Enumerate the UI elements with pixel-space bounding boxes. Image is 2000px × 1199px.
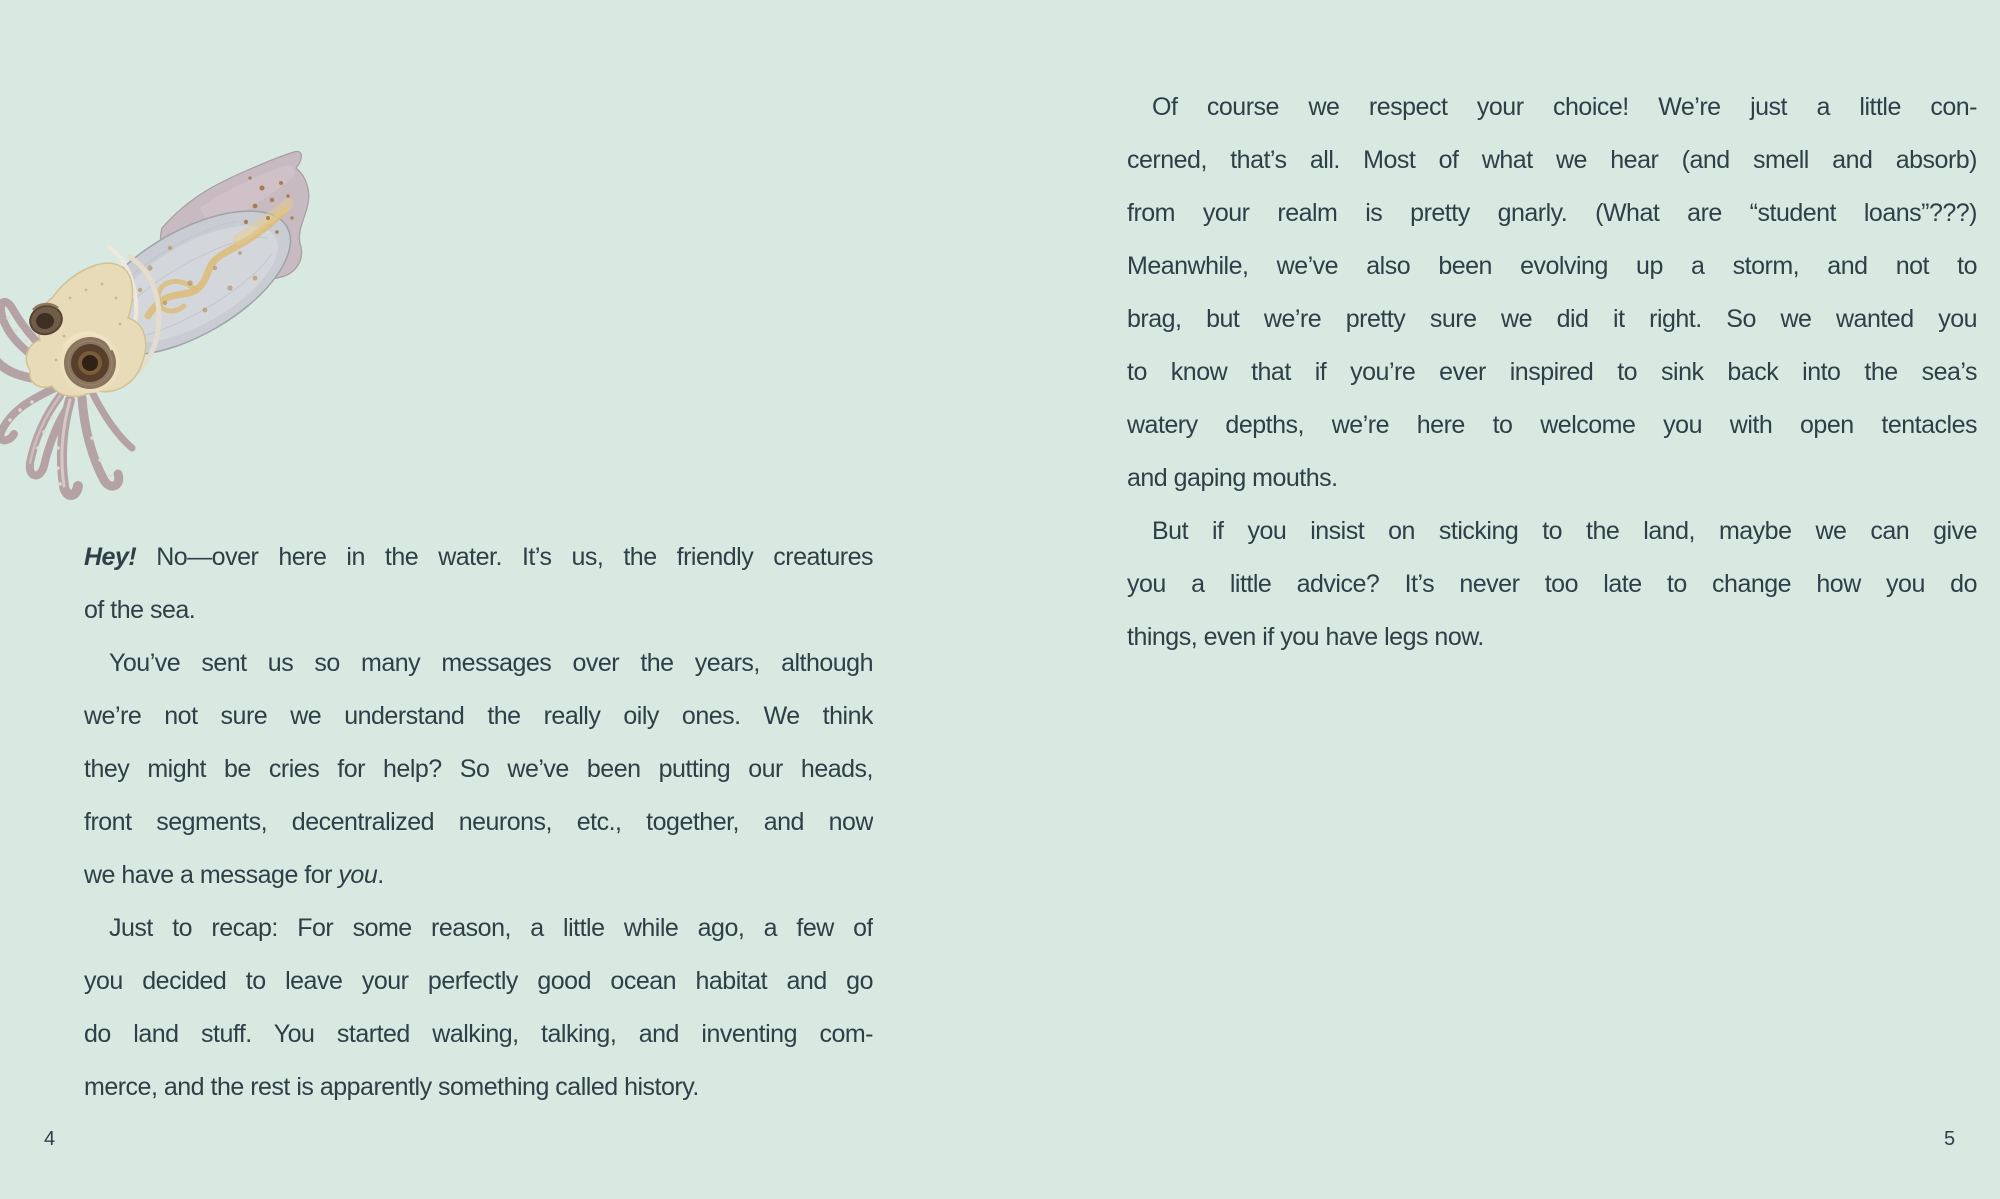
squid-large-eye: [60, 333, 120, 393]
text-line: [84, 1008, 873, 1061]
text-segment: Meanwhile, we’ve also been evolving up a storm, and not to: [1127, 252, 1977, 280]
text-line: [84, 743, 873, 796]
text-segment: Just to recap: For some reason, a little while ago, a few of: [109, 914, 873, 942]
right-page-text: [1127, 81, 1977, 664]
text-segment: from your realm is pretty gnarly. (What are “student loans”???): [1127, 199, 1977, 227]
text-line: [1127, 240, 1977, 293]
text-segment: But if you insist on sticking to the land, maybe we can give: [1152, 517, 1977, 545]
text-line: [84, 796, 873, 849]
text-segment: we have a message for: [84, 861, 339, 889]
text-line: [1127, 187, 1977, 240]
text-line: [1127, 399, 1977, 452]
text-segment: Hey!: [84, 543, 137, 571]
text-segment: You’ve sent us so many messages over the years, although: [109, 649, 873, 677]
text-line: [84, 531, 873, 584]
text-line: [84, 955, 873, 1008]
text-line: [84, 637, 873, 690]
text-segment: cerned, that’s all. Most of what we hear (and smell and absorb): [1127, 146, 1977, 174]
text-line: [1127, 293, 1977, 346]
text-line: [1127, 558, 1977, 611]
text-segment: of the sea.: [84, 596, 196, 624]
text-line: [84, 902, 873, 955]
text-line: [84, 1061, 873, 1114]
page-number-right: 5: [1944, 1128, 1956, 1150]
text-line: [1127, 134, 1977, 187]
text-segment: you: [338, 861, 378, 889]
text-line: [1127, 81, 1977, 134]
text-segment: .: [377, 861, 384, 889]
text-line: [84, 690, 873, 743]
text-segment: you decided to leave your perfectly good ocean habitat and go: [84, 967, 873, 995]
text-line: [1127, 505, 1977, 558]
text-segment: we’re not sure we understand the really oily ones. We think: [84, 702, 873, 730]
text-segment: watery depths, we’re here to welcome you with open tentacles: [1127, 411, 1977, 439]
text-segment: do land stuff. You started walking, talking, and inventing com-: [84, 1020, 873, 1048]
text-segment: brag, but we’re pretty sure we did it right. So we wanted you: [1127, 305, 1977, 333]
text-line: [1127, 611, 1977, 664]
text-line: [1127, 452, 1977, 505]
text-segment: things, even if you have legs now.: [1127, 623, 1484, 651]
text-line: [1127, 346, 1977, 399]
text-line: [84, 849, 873, 902]
text-segment: you a little advice? It’s never too late to change how you do: [1127, 570, 1977, 598]
page-number-left: 4: [44, 1128, 56, 1150]
text-segment: Of course we respect your choice! We’re just a little con-: [1152, 93, 1977, 121]
text-segment: merce, and the rest is apparently something called history.: [84, 1073, 699, 1101]
text-segment: front segments, decentralized neurons, etc., together, and now: [84, 808, 873, 836]
text-segment: and gaping mouths.: [1127, 464, 1338, 492]
text-segment: they might be cries for help? So we’ve been putting our heads,: [84, 755, 873, 783]
text-line: [84, 584, 873, 637]
text-segment: No—over here in the water. It’s us, the friendly creatures: [136, 543, 873, 571]
text-segment: to know that if you’re ever inspired to sink back into the sea’s: [1127, 358, 1977, 386]
squid-illustration: [0, 148, 312, 500]
left-page-text: [84, 531, 873, 1114]
